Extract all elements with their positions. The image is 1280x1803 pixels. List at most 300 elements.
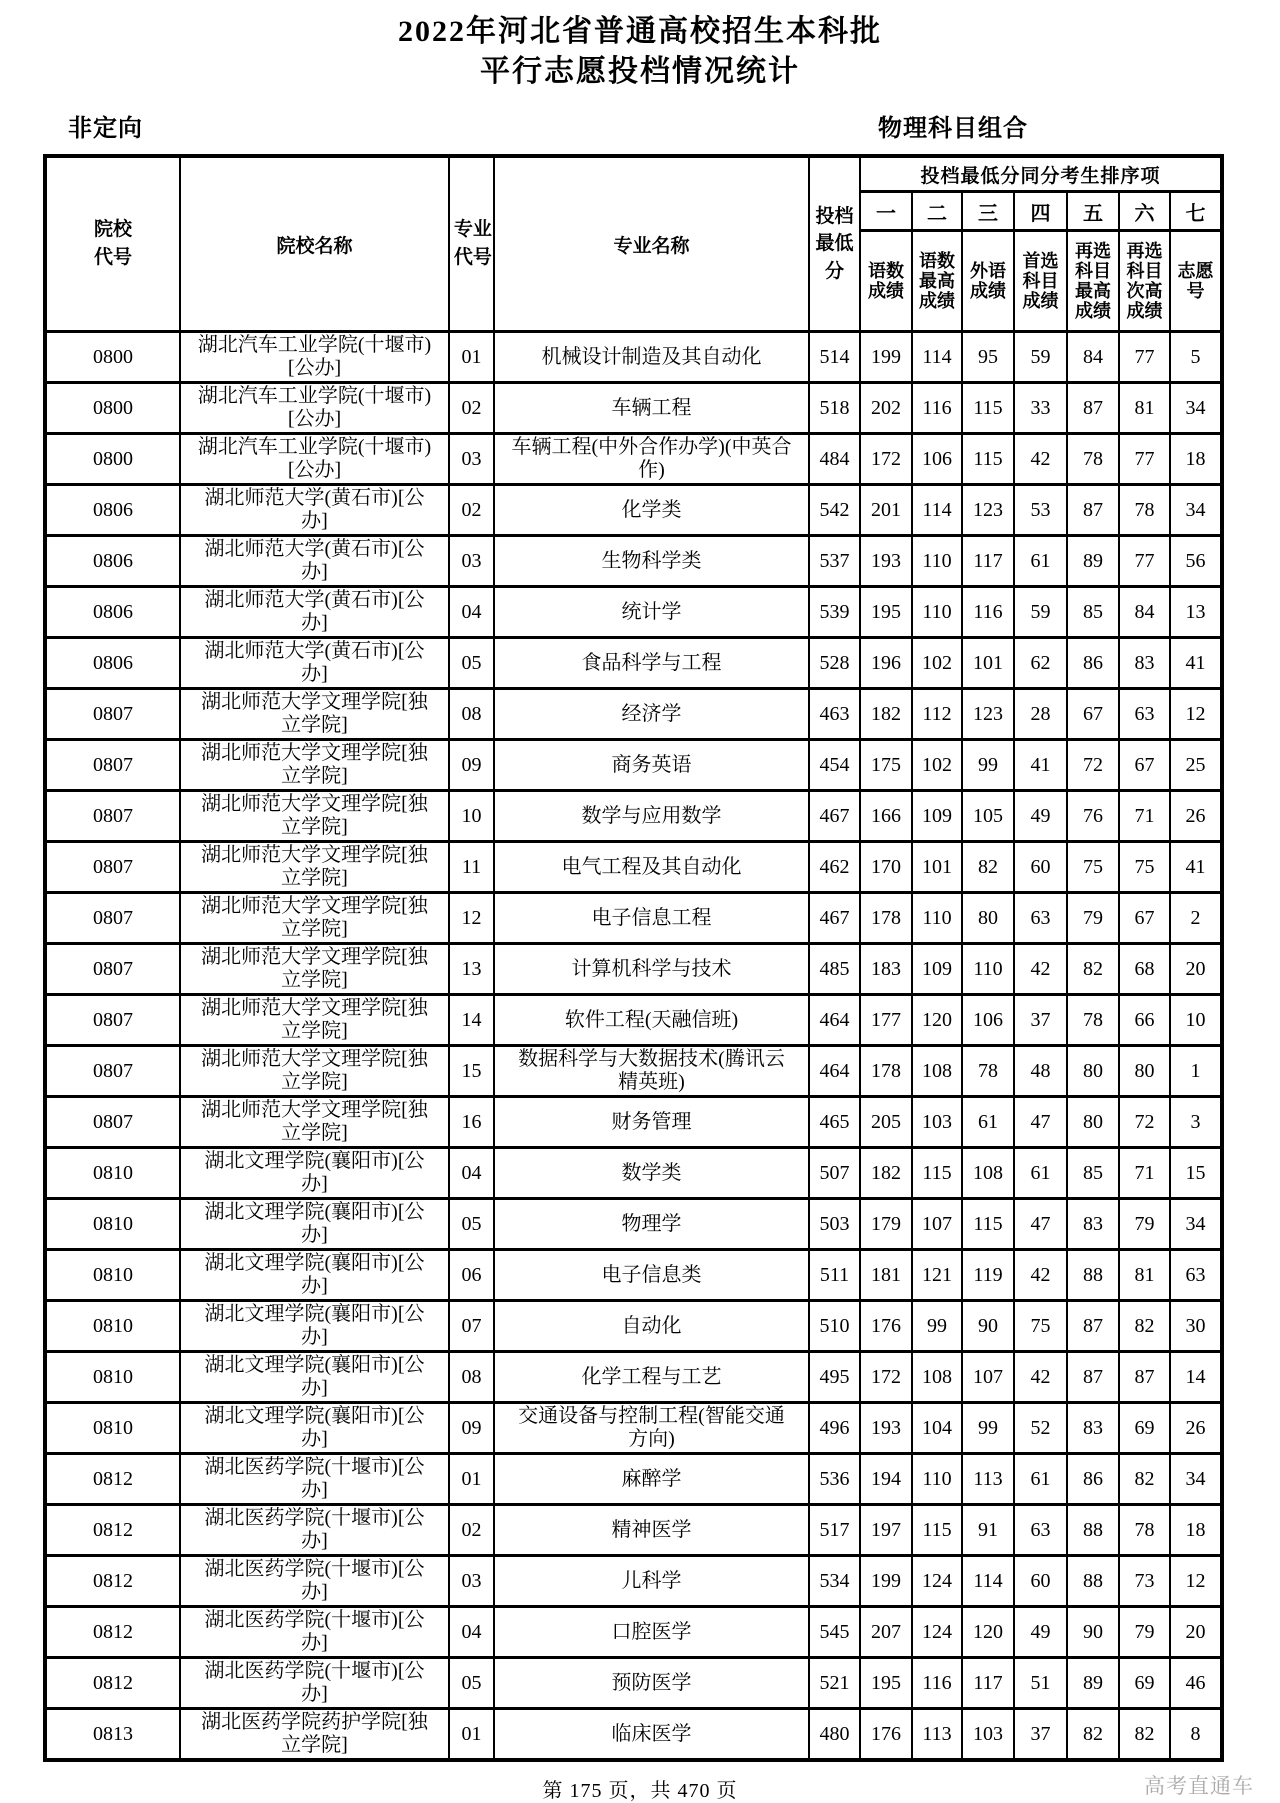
rank-7-cell: 56 bbox=[1170, 536, 1222, 587]
college-name-cell: 湖北师范大学文理学院[独立学院] bbox=[180, 791, 449, 842]
college-code-cell: 0812 bbox=[45, 1556, 180, 1607]
college-code-header-label: 院校代号 bbox=[93, 219, 132, 268]
rank-1-cell: 181 bbox=[860, 1250, 912, 1301]
rank-1-cell: 202 bbox=[860, 383, 912, 434]
rank-1-cell: 182 bbox=[860, 689, 912, 740]
rank-5-cell: 87 bbox=[1067, 383, 1119, 434]
rank-6-cell: 82 bbox=[1119, 1709, 1170, 1761]
major-name-cell: 计算机科学与技术 bbox=[494, 944, 809, 995]
rank-4-cell: 42 bbox=[1014, 944, 1067, 995]
rank-4-cell: 61 bbox=[1014, 536, 1067, 587]
college-code-cell: 0812 bbox=[45, 1658, 180, 1709]
table-row bbox=[45, 1046, 1222, 1097]
rank-7-cell: 13 bbox=[1170, 587, 1222, 638]
college-name-cell: 湖北医药学院(十堰市)[公办] bbox=[180, 1556, 449, 1607]
rank-6-cell: 77 bbox=[1119, 434, 1170, 485]
rank-3-cell: 80 bbox=[962, 893, 1014, 944]
table-row bbox=[45, 587, 1222, 638]
table-row bbox=[45, 1454, 1222, 1505]
section-label-nondirected: 非定向 bbox=[68, 115, 143, 142]
college-code-cell: 0807 bbox=[45, 1097, 180, 1148]
rank-label-3: 外语成绩 bbox=[962, 231, 1014, 332]
rank-6-cell: 83 bbox=[1119, 638, 1170, 689]
college-name-cell: 湖北汽车工业学院(十堰市)[公办] bbox=[180, 383, 449, 434]
min-score-cell: 484 bbox=[809, 434, 860, 485]
rank-1-cell: 182 bbox=[860, 1148, 912, 1199]
major-name-cell: 电气工程及其自动化 bbox=[494, 842, 809, 893]
rank-7-cell: 26 bbox=[1170, 1403, 1222, 1454]
min-score-cell: 496 bbox=[809, 1403, 860, 1454]
rank-5-cell: 87 bbox=[1067, 1352, 1119, 1403]
table-row bbox=[45, 638, 1222, 689]
rank-5-cell: 80 bbox=[1067, 1046, 1119, 1097]
major-code-cell: 15 bbox=[449, 1046, 494, 1097]
rank-5-cell: 89 bbox=[1067, 536, 1119, 587]
college-code-cell: 0807 bbox=[45, 893, 180, 944]
table-row bbox=[45, 1148, 1222, 1199]
page-title-line1: 2022年河北省普通高校招生本科批 bbox=[398, 15, 882, 48]
rank-4-cell: 61 bbox=[1014, 1148, 1067, 1199]
rank-7-cell: 30 bbox=[1170, 1301, 1222, 1352]
rank-5-cell: 78 bbox=[1067, 995, 1119, 1046]
rank-6-cell: 75 bbox=[1119, 842, 1170, 893]
college-name-cell: 湖北文理学院(襄阳市)[公办] bbox=[180, 1148, 449, 1199]
rank-6-cell: 77 bbox=[1119, 536, 1170, 587]
rank-7-cell: 18 bbox=[1170, 1505, 1222, 1556]
college-code-cell: 0807 bbox=[45, 842, 180, 893]
major-code-cell: 12 bbox=[449, 893, 494, 944]
min-score-cell: 480 bbox=[809, 1709, 860, 1761]
rank-3-cell: 90 bbox=[962, 1301, 1014, 1352]
rank-1-cell: 195 bbox=[860, 587, 912, 638]
rank-2-cell: 107 bbox=[912, 1199, 962, 1250]
rank-4-cell: 42 bbox=[1014, 1352, 1067, 1403]
rank-1-cell: 172 bbox=[860, 434, 912, 485]
college-name-cell: 湖北汽车工业学院(十堰市)[公办] bbox=[180, 332, 449, 383]
rank-3-cell: 123 bbox=[962, 689, 1014, 740]
rank-3-cell: 95 bbox=[962, 332, 1014, 383]
rank-6-cell: 82 bbox=[1119, 1301, 1170, 1352]
rank-1-cell: 205 bbox=[860, 1097, 912, 1148]
rank-1-cell: 177 bbox=[860, 995, 912, 1046]
major-name-cell: 麻醉学 bbox=[494, 1454, 809, 1505]
rank-4-cell: 48 bbox=[1014, 1046, 1067, 1097]
college-name-cell: 湖北师范大学(黄石市)[公办] bbox=[180, 485, 449, 536]
rank-4-cell: 41 bbox=[1014, 740, 1067, 791]
rank-4-cell: 49 bbox=[1014, 791, 1067, 842]
major-code-cell: 03 bbox=[449, 434, 494, 485]
rank-1-cell: 170 bbox=[860, 842, 912, 893]
rank-2-cell: 101 bbox=[912, 842, 962, 893]
rank-1-cell: 193 bbox=[860, 1403, 912, 1454]
min-score-cell: 536 bbox=[809, 1454, 860, 1505]
rank-6-cell: 73 bbox=[1119, 1556, 1170, 1607]
rank-5-cell: 88 bbox=[1067, 1505, 1119, 1556]
rank-5-cell: 86 bbox=[1067, 638, 1119, 689]
rank-3-cell: 115 bbox=[962, 1199, 1014, 1250]
rank-1-cell: 175 bbox=[860, 740, 912, 791]
college-name-cell: 湖北文理学院(襄阳市)[公办] bbox=[180, 1250, 449, 1301]
rank-group-header: 投档最低分同分考生排序项 bbox=[860, 156, 1222, 192]
college-code-cell: 0800 bbox=[45, 434, 180, 485]
major-code-cell: 04 bbox=[449, 1148, 494, 1199]
rank-7-cell: 34 bbox=[1170, 1454, 1222, 1505]
rank-2-cell: 121 bbox=[912, 1250, 962, 1301]
min-score-cell: 514 bbox=[809, 332, 860, 383]
rank-2-cell: 103 bbox=[912, 1097, 962, 1148]
table-row bbox=[45, 332, 1222, 383]
rank-5-cell: 82 bbox=[1067, 944, 1119, 995]
college-code-cell: 0807 bbox=[45, 944, 180, 995]
table-row bbox=[45, 485, 1222, 536]
rank-2-cell: 114 bbox=[912, 485, 962, 536]
rank-num-4: 四 bbox=[1014, 192, 1067, 231]
table-row bbox=[45, 1658, 1222, 1709]
major-name-cell: 化学类 bbox=[494, 485, 809, 536]
major-code-cell: 05 bbox=[449, 638, 494, 689]
college-name-cell: 湖北师范大学(黄石市)[公办] bbox=[180, 587, 449, 638]
college-name-header: 院校名称 bbox=[180, 156, 449, 332]
rank-label-6: 再选科目次高成绩 bbox=[1119, 231, 1170, 332]
major-name-cell: 数学与应用数学 bbox=[494, 791, 809, 842]
rank-6-cell: 69 bbox=[1119, 1658, 1170, 1709]
table-row bbox=[45, 1709, 1222, 1761]
table-row bbox=[45, 740, 1222, 791]
college-code-cell: 0810 bbox=[45, 1199, 180, 1250]
rank-6-cell: 78 bbox=[1119, 485, 1170, 536]
rank-1-cell: 166 bbox=[860, 791, 912, 842]
college-code-cell: 0810 bbox=[45, 1148, 180, 1199]
rank-7-cell: 15 bbox=[1170, 1148, 1222, 1199]
rank-6-cell: 87 bbox=[1119, 1352, 1170, 1403]
watermark-label: 高考直通车 bbox=[1144, 1774, 1254, 1798]
rank-2-cell: 99 bbox=[912, 1301, 962, 1352]
rank-1-cell: 172 bbox=[860, 1352, 912, 1403]
rank-1-cell: 201 bbox=[860, 485, 912, 536]
major-code-header bbox=[449, 156, 494, 332]
major-name-cell: 交通设备与控制工程(智能交通方向) bbox=[494, 1403, 809, 1454]
table-row bbox=[45, 1199, 1222, 1250]
major-name-header: 专业名称 bbox=[494, 156, 809, 332]
rank-4-cell: 53 bbox=[1014, 485, 1067, 536]
rank-num-5: 五 bbox=[1067, 192, 1119, 231]
min-score-cell: 485 bbox=[809, 944, 860, 995]
rank-label-2: 语数最高成绩 bbox=[912, 231, 962, 332]
min-score-cell: 537 bbox=[809, 536, 860, 587]
major-code-cell: 02 bbox=[449, 383, 494, 434]
rank-3-cell: 101 bbox=[962, 638, 1014, 689]
rank-7-cell: 26 bbox=[1170, 791, 1222, 842]
college-name-cell: 湖北师范大学文理学院[独立学院] bbox=[180, 842, 449, 893]
rank-5-cell: 89 bbox=[1067, 1658, 1119, 1709]
rank-4-cell: 49 bbox=[1014, 1607, 1067, 1658]
rank-2-cell: 104 bbox=[912, 1403, 962, 1454]
rank-2-cell: 102 bbox=[912, 740, 962, 791]
rank-2-cell: 110 bbox=[912, 587, 962, 638]
rank-1-cell: 207 bbox=[860, 1607, 912, 1658]
results-tbody bbox=[45, 332, 1222, 1761]
college-code-cell: 0810 bbox=[45, 1301, 180, 1352]
section-label-subject-combo: 物理科目组合 bbox=[878, 115, 1028, 142]
rank-6-cell: 66 bbox=[1119, 995, 1170, 1046]
rank-7-cell: 5 bbox=[1170, 332, 1222, 383]
rank-3-cell: 106 bbox=[962, 995, 1014, 1046]
college-code-cell: 0812 bbox=[45, 1505, 180, 1556]
rank-1-cell: 179 bbox=[860, 1199, 912, 1250]
table-row bbox=[45, 1505, 1222, 1556]
rank-6-cell: 81 bbox=[1119, 1250, 1170, 1301]
rank-7-cell: 14 bbox=[1170, 1352, 1222, 1403]
college-name-cell: 湖北医药学院(十堰市)[公办] bbox=[180, 1658, 449, 1709]
college-code-cell: 0807 bbox=[45, 791, 180, 842]
rank-3-cell: 103 bbox=[962, 1709, 1014, 1761]
major-code-cell: 01 bbox=[449, 332, 494, 383]
college-code-cell: 0812 bbox=[45, 1607, 180, 1658]
rank-1-cell: 195 bbox=[860, 1658, 912, 1709]
table-row bbox=[45, 995, 1222, 1046]
rank-1-cell: 176 bbox=[860, 1709, 912, 1761]
rank-4-cell: 75 bbox=[1014, 1301, 1067, 1352]
major-code-cell: 14 bbox=[449, 995, 494, 1046]
rank-5-cell: 83 bbox=[1067, 1199, 1119, 1250]
major-name-cell: 化学工程与工艺 bbox=[494, 1352, 809, 1403]
major-code-cell: 03 bbox=[449, 536, 494, 587]
rank-label-1: 语数成绩 bbox=[860, 231, 912, 332]
rank-4-cell: 42 bbox=[1014, 434, 1067, 485]
college-code-cell: 0807 bbox=[45, 740, 180, 791]
college-code-cell: 0810 bbox=[45, 1250, 180, 1301]
rank-num-2: 二 bbox=[912, 192, 962, 231]
rank-1-cell: 178 bbox=[860, 1046, 912, 1097]
rank-3-cell: 114 bbox=[962, 1556, 1014, 1607]
table-row bbox=[45, 1607, 1222, 1658]
rank-2-cell: 116 bbox=[912, 1658, 962, 1709]
rank-1-cell: 196 bbox=[860, 638, 912, 689]
rank-6-cell: 79 bbox=[1119, 1607, 1170, 1658]
major-name-cell: 生物科学类 bbox=[494, 536, 809, 587]
rank-4-cell: 59 bbox=[1014, 332, 1067, 383]
major-name-cell: 预防医学 bbox=[494, 1658, 809, 1709]
college-name-cell: 湖北师范大学文理学院[独立学院] bbox=[180, 893, 449, 944]
rank-7-cell: 3 bbox=[1170, 1097, 1222, 1148]
college-name-cell: 湖北汽车工业学院(十堰市)[公办] bbox=[180, 434, 449, 485]
college-code-cell: 0807 bbox=[45, 689, 180, 740]
college-name-cell: 湖北医药学院(十堰市)[公办] bbox=[180, 1607, 449, 1658]
rank-2-cell: 110 bbox=[912, 536, 962, 587]
rank-7-cell: 12 bbox=[1170, 1556, 1222, 1607]
min-score-cell: 542 bbox=[809, 485, 860, 536]
page-indicator: 第 175 页，共 470 页 bbox=[542, 1780, 738, 1802]
college-name-cell: 湖北师范大学文理学院[独立学院] bbox=[180, 1097, 449, 1148]
rank-3-cell: 116 bbox=[962, 587, 1014, 638]
rank-3-cell: 99 bbox=[962, 740, 1014, 791]
min-score-cell: 454 bbox=[809, 740, 860, 791]
rank-6-cell: 71 bbox=[1119, 1148, 1170, 1199]
page-footer bbox=[0, 1774, 1280, 1803]
page-title bbox=[0, 0, 1280, 92]
major-code-cell: 09 bbox=[449, 1403, 494, 1454]
rank-3-cell: 99 bbox=[962, 1403, 1014, 1454]
major-code-cell: 01 bbox=[449, 1454, 494, 1505]
rank-4-cell: 42 bbox=[1014, 1250, 1067, 1301]
major-name-cell: 财务管理 bbox=[494, 1097, 809, 1148]
rank-4-cell: 63 bbox=[1014, 1505, 1067, 1556]
min-score-cell: 545 bbox=[809, 1607, 860, 1658]
min-score-header bbox=[809, 156, 860, 332]
rank-7-cell: 34 bbox=[1170, 383, 1222, 434]
table-row bbox=[45, 893, 1222, 944]
major-name-cell: 统计学 bbox=[494, 587, 809, 638]
major-name-cell: 车辆工程(中外合作办学)(中英合作) bbox=[494, 434, 809, 485]
college-name-cell: 湖北师范大学(黄石市)[公办] bbox=[180, 536, 449, 587]
rank-3-cell: 119 bbox=[962, 1250, 1014, 1301]
rank-6-cell: 84 bbox=[1119, 587, 1170, 638]
rank-5-cell: 88 bbox=[1067, 1556, 1119, 1607]
rank-2-cell: 113 bbox=[912, 1709, 962, 1761]
major-name-cell: 经济学 bbox=[494, 689, 809, 740]
rank-1-cell: 199 bbox=[860, 1556, 912, 1607]
major-name-cell: 食品科学与工程 bbox=[494, 638, 809, 689]
rank-2-cell: 115 bbox=[912, 1148, 962, 1199]
rank-5-cell: 80 bbox=[1067, 1097, 1119, 1148]
rank-5-cell: 87 bbox=[1067, 485, 1119, 536]
major-name-cell: 数学类 bbox=[494, 1148, 809, 1199]
college-code-cell: 0806 bbox=[45, 536, 180, 587]
rank-3-cell: 113 bbox=[962, 1454, 1014, 1505]
rank-2-cell: 120 bbox=[912, 995, 962, 1046]
college-code-cell: 0800 bbox=[45, 332, 180, 383]
rank-7-cell: 63 bbox=[1170, 1250, 1222, 1301]
table-row bbox=[45, 842, 1222, 893]
college-code-cell: 0806 bbox=[45, 638, 180, 689]
rank-2-cell: 110 bbox=[912, 1454, 962, 1505]
rank-1-cell: 197 bbox=[860, 1505, 912, 1556]
table-row bbox=[45, 1556, 1222, 1607]
rank-num-3: 三 bbox=[962, 192, 1014, 231]
rank-4-cell: 60 bbox=[1014, 842, 1067, 893]
rank-label-5: 再选科目最高成绩 bbox=[1067, 231, 1119, 332]
rank-5-cell: 87 bbox=[1067, 1301, 1119, 1352]
major-code-cell: 08 bbox=[449, 689, 494, 740]
rank-7-cell: 41 bbox=[1170, 638, 1222, 689]
college-name-cell: 湖北文理学院(襄阳市)[公办] bbox=[180, 1301, 449, 1352]
rank-1-cell: 199 bbox=[860, 332, 912, 383]
rank-7-cell: 2 bbox=[1170, 893, 1222, 944]
min-score-cell: 464 bbox=[809, 995, 860, 1046]
rank-3-cell: 78 bbox=[962, 1046, 1014, 1097]
min-score-cell: 464 bbox=[809, 1046, 860, 1097]
major-name-cell: 物理学 bbox=[494, 1199, 809, 1250]
rank-2-cell: 115 bbox=[912, 1505, 962, 1556]
page-title-line2: 平行志愿投档情况统计 bbox=[480, 55, 800, 88]
major-name-cell: 儿科学 bbox=[494, 1556, 809, 1607]
rank-label-7: 志愿号 bbox=[1170, 231, 1222, 332]
rank-2-cell: 108 bbox=[912, 1352, 962, 1403]
rank-6-cell: 78 bbox=[1119, 1505, 1170, 1556]
major-code-cell: 03 bbox=[449, 1556, 494, 1607]
rank-3-cell: 61 bbox=[962, 1097, 1014, 1148]
rank-5-cell: 75 bbox=[1067, 842, 1119, 893]
table-row bbox=[45, 1250, 1222, 1301]
min-score-cell: 521 bbox=[809, 1658, 860, 1709]
rank-7-cell: 41 bbox=[1170, 842, 1222, 893]
major-code-cell: 05 bbox=[449, 1199, 494, 1250]
college-code-cell: 0806 bbox=[45, 587, 180, 638]
rank-7-cell: 20 bbox=[1170, 1607, 1222, 1658]
rank-4-cell: 63 bbox=[1014, 893, 1067, 944]
rank-2-cell: 116 bbox=[912, 383, 962, 434]
rank-5-cell: 79 bbox=[1067, 893, 1119, 944]
rank-4-cell: 52 bbox=[1014, 1403, 1067, 1454]
rank-4-cell: 47 bbox=[1014, 1199, 1067, 1250]
rank-7-cell: 25 bbox=[1170, 740, 1222, 791]
rank-6-cell: 77 bbox=[1119, 332, 1170, 383]
rank-5-cell: 90 bbox=[1067, 1607, 1119, 1658]
college-name-cell: 湖北师范大学文理学院[独立学院] bbox=[180, 1046, 449, 1097]
major-code-cell: 16 bbox=[449, 1097, 494, 1148]
rank-7-cell: 34 bbox=[1170, 1199, 1222, 1250]
min-score-cell: 465 bbox=[809, 1097, 860, 1148]
rank-4-cell: 28 bbox=[1014, 689, 1067, 740]
college-name-cell: 湖北医药学院(十堰市)[公办] bbox=[180, 1454, 449, 1505]
min-score-cell: 495 bbox=[809, 1352, 860, 1403]
major-code-cell: 05 bbox=[449, 1658, 494, 1709]
table-row bbox=[45, 689, 1222, 740]
rank-7-cell: 20 bbox=[1170, 944, 1222, 995]
college-name-cell: 湖北师范大学文理学院[独立学院] bbox=[180, 740, 449, 791]
rank-5-cell: 83 bbox=[1067, 1403, 1119, 1454]
college-code-cell: 0807 bbox=[45, 1046, 180, 1097]
college-code-cell: 0812 bbox=[45, 1454, 180, 1505]
rank-6-cell: 67 bbox=[1119, 740, 1170, 791]
major-name-cell: 机械设计制造及其自动化 bbox=[494, 332, 809, 383]
major-name-cell: 商务英语 bbox=[494, 740, 809, 791]
rank-label-4: 首选科目成绩 bbox=[1014, 231, 1067, 332]
rank-2-cell: 102 bbox=[912, 638, 962, 689]
major-code-cell: 04 bbox=[449, 1607, 494, 1658]
major-code-cell: 02 bbox=[449, 485, 494, 536]
min-score-cell: 511 bbox=[809, 1250, 860, 1301]
major-name-cell: 自动化 bbox=[494, 1301, 809, 1352]
min-score-cell: 467 bbox=[809, 893, 860, 944]
rank-5-cell: 84 bbox=[1067, 332, 1119, 383]
min-score-cell: 463 bbox=[809, 689, 860, 740]
rank-3-cell: 91 bbox=[962, 1505, 1014, 1556]
rank-4-cell: 62 bbox=[1014, 638, 1067, 689]
rank-5-cell: 88 bbox=[1067, 1250, 1119, 1301]
rank-3-cell: 123 bbox=[962, 485, 1014, 536]
rank-2-cell: 109 bbox=[912, 944, 962, 995]
major-name-cell: 电子信息类 bbox=[494, 1250, 809, 1301]
rank-2-cell: 110 bbox=[912, 893, 962, 944]
min-score-cell: 539 bbox=[809, 587, 860, 638]
rank-2-cell: 114 bbox=[912, 332, 962, 383]
college-name-cell: 湖北文理学院(襄阳市)[公办] bbox=[180, 1352, 449, 1403]
major-code-cell: 11 bbox=[449, 842, 494, 893]
major-code-cell: 09 bbox=[449, 740, 494, 791]
rank-1-cell: 178 bbox=[860, 893, 912, 944]
rank-7-cell: 12 bbox=[1170, 689, 1222, 740]
table-header bbox=[45, 156, 1222, 332]
min-score-cell: 507 bbox=[809, 1148, 860, 1199]
rank-5-cell: 82 bbox=[1067, 1709, 1119, 1761]
college-name-cell: 湖北文理学院(襄阳市)[公办] bbox=[180, 1403, 449, 1454]
rank-2-cell: 108 bbox=[912, 1046, 962, 1097]
table-row bbox=[45, 536, 1222, 587]
college-name-cell: 湖北医药学院药护学院[独立学院] bbox=[180, 1709, 449, 1761]
rank-6-cell: 67 bbox=[1119, 893, 1170, 944]
rank-7-cell: 46 bbox=[1170, 1658, 1222, 1709]
